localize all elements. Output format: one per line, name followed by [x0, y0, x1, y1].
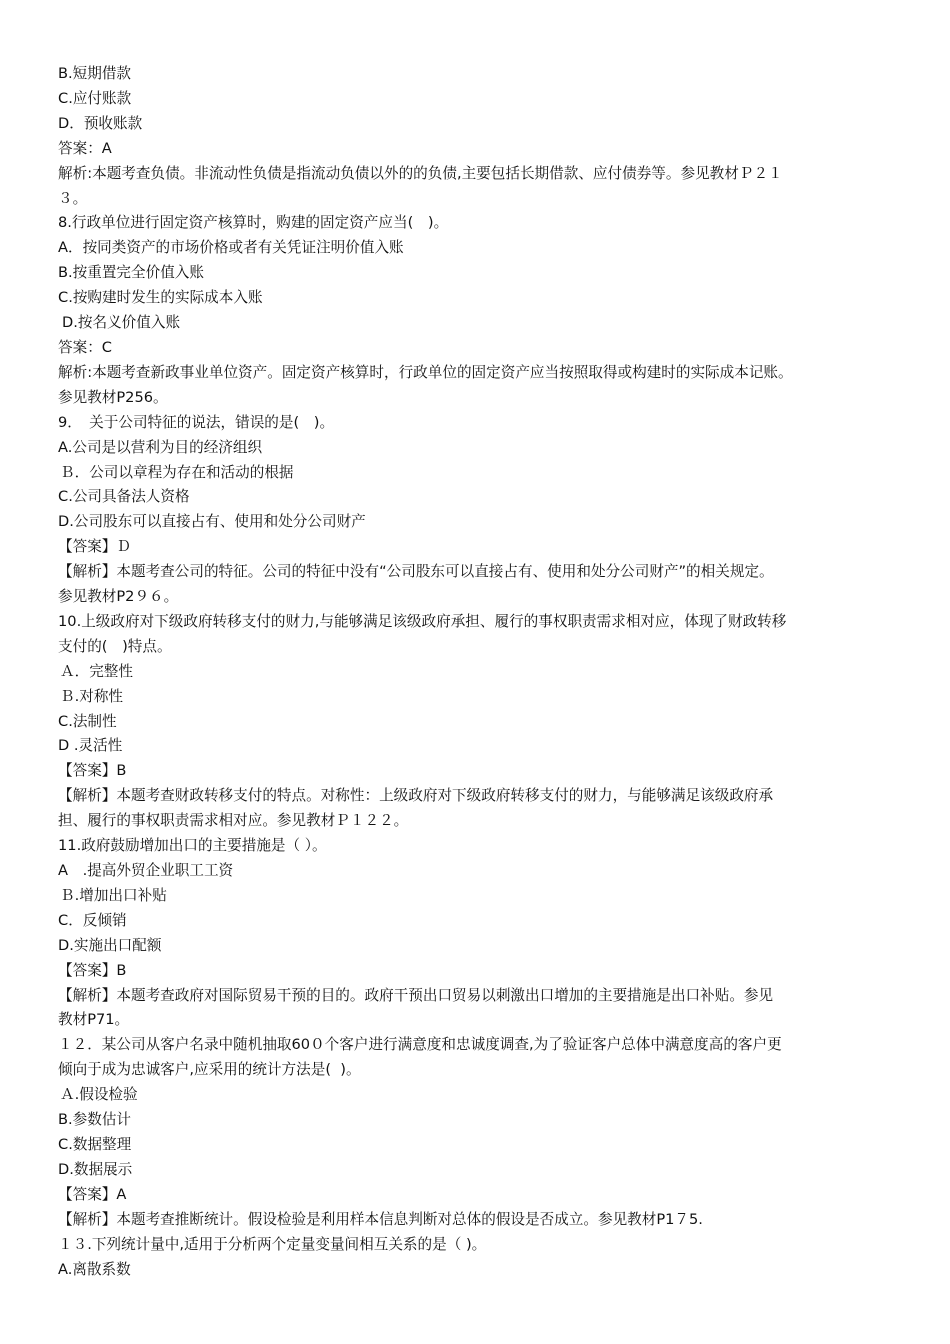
answer-line: 答案：C [58, 338, 112, 356]
option-line: B.按重置完全价值入账 [58, 264, 204, 282]
explanation-line: 【解析】本题考查政府对国际贸易干预的目的。政府干预出口贸易以刺激出口增加的主要措施是出口补贴。参见 [58, 986, 774, 1004]
explanation-line: 教材P71。 [58, 1011, 130, 1029]
answer-line: 【答案】Ｄ [58, 538, 131, 556]
option-line: C.数据整理 [58, 1135, 132, 1153]
option-line: C.公司具备法人资格 [58, 488, 190, 506]
option-line: D .灵活性 [58, 737, 123, 755]
question-line: １３.下列统计量中,适用于分析两个定量变量间相互关系的是（ )。 [58, 1235, 487, 1253]
question-line: 支付的( )特点。 [58, 637, 172, 655]
explanation-line: 担、履行的事权职责需求相对应。参见教材Ｐ１２２。 [58, 812, 409, 830]
option-line: A.公司是以营利为目的经济组织 [58, 438, 263, 456]
answer-line: 【答案】B [58, 961, 127, 979]
question-line: 10.上级政府对下级政府转移支付的财力,与能够满足该级政府承担、履行的事权职责需求相对应，体现了财政转移 [58, 612, 787, 630]
explanation-line: 解析:本题考查新政事业单位资产。固定资产核算时，行政单位的固定资产应当按照取得或构建时的实际成本记账。 [58, 363, 793, 381]
option-line: B.参数估计 [58, 1111, 132, 1129]
option-line: C.按购建时发生的实际成本入账 [58, 289, 263, 307]
option-line: A．按同类资产的市场价格或者有关凭证注明价值入账 [58, 239, 404, 257]
option-line: C.法制性 [58, 712, 117, 730]
option-line: Ｂ.对称性 [60, 687, 124, 705]
question-line: 9． 关于公司特征的说法，错误的是( )。 [58, 413, 335, 431]
option-line: Ｂ．公司以章程为存在和活动的根据 [60, 463, 294, 481]
option-line: C．反倾销 [58, 911, 127, 929]
answer-line: 【答案】A [58, 1185, 127, 1203]
option-line: D.公司股东可以直接占有、使用和处分公司财产 [58, 513, 366, 531]
option-line: A.离散系数 [58, 1260, 131, 1278]
explanation-line: 【解析】本题考查公司的特征。公司的特征中没有“公司股东可以直接占有、使用和处分公司财产”的相关规定。 [58, 563, 774, 581]
explanation-line: 解析:本题考查负债。非流动性负债是指流动负债以外的的负债,主要包括长期借款、应付债券等。参见教材Ｐ２１ [58, 164, 783, 182]
option-line: D.数据展示 [58, 1160, 133, 1178]
option-line: D.实施出口配额 [58, 936, 162, 954]
option-line: Ｂ.增加出口补贴 [60, 886, 167, 904]
question-line: 11.政府鼓励增加出口的主要措施是（ ）。 [58, 837, 327, 855]
option-line: D.按名义价值入账 [62, 314, 181, 332]
explanation-line: 【解析】本题考查推断统计。假设检验是利用样本信息判断对总体的假设是否成立。参见教材P1７5. [58, 1210, 703, 1228]
option-line: Ａ．完整性 [60, 662, 133, 680]
explanation-line: 【解析】本题考查财政转移支付的特点。对称性：上级政府对下级政府转移支付的财力，与能够满足该级政府承 [58, 787, 774, 805]
explanation-line: ３。 [58, 189, 88, 207]
answer-line: 答案：A [58, 139, 112, 157]
question-line: １２．某公司从客户名录中随机抽取60０个客户进行满意度和忠诚度调查,为了验证客户总体中满意度高的客户更 [58, 1036, 782, 1054]
explanation-line: 参见教材P256。 [58, 388, 168, 406]
option-line: D．预收账款 [58, 114, 143, 132]
option-line: C.应付账款 [58, 89, 132, 107]
option-line: Ａ.假设检验 [60, 1086, 138, 1104]
option-line: B.短期借款 [58, 65, 132, 82]
question-line: 8.行政单位进行固定资产核算时，购建的固定资产应当( )。 [58, 214, 449, 232]
answer-line: 【答案】B [58, 762, 127, 780]
explanation-line: 参见教材P2９６。 [58, 588, 179, 606]
question-line: 倾向于成为忠诚客户,应采用的统计方法是( )。 [58, 1061, 361, 1079]
option-line: A .提高外贸企业职工工资 [58, 862, 234, 879]
